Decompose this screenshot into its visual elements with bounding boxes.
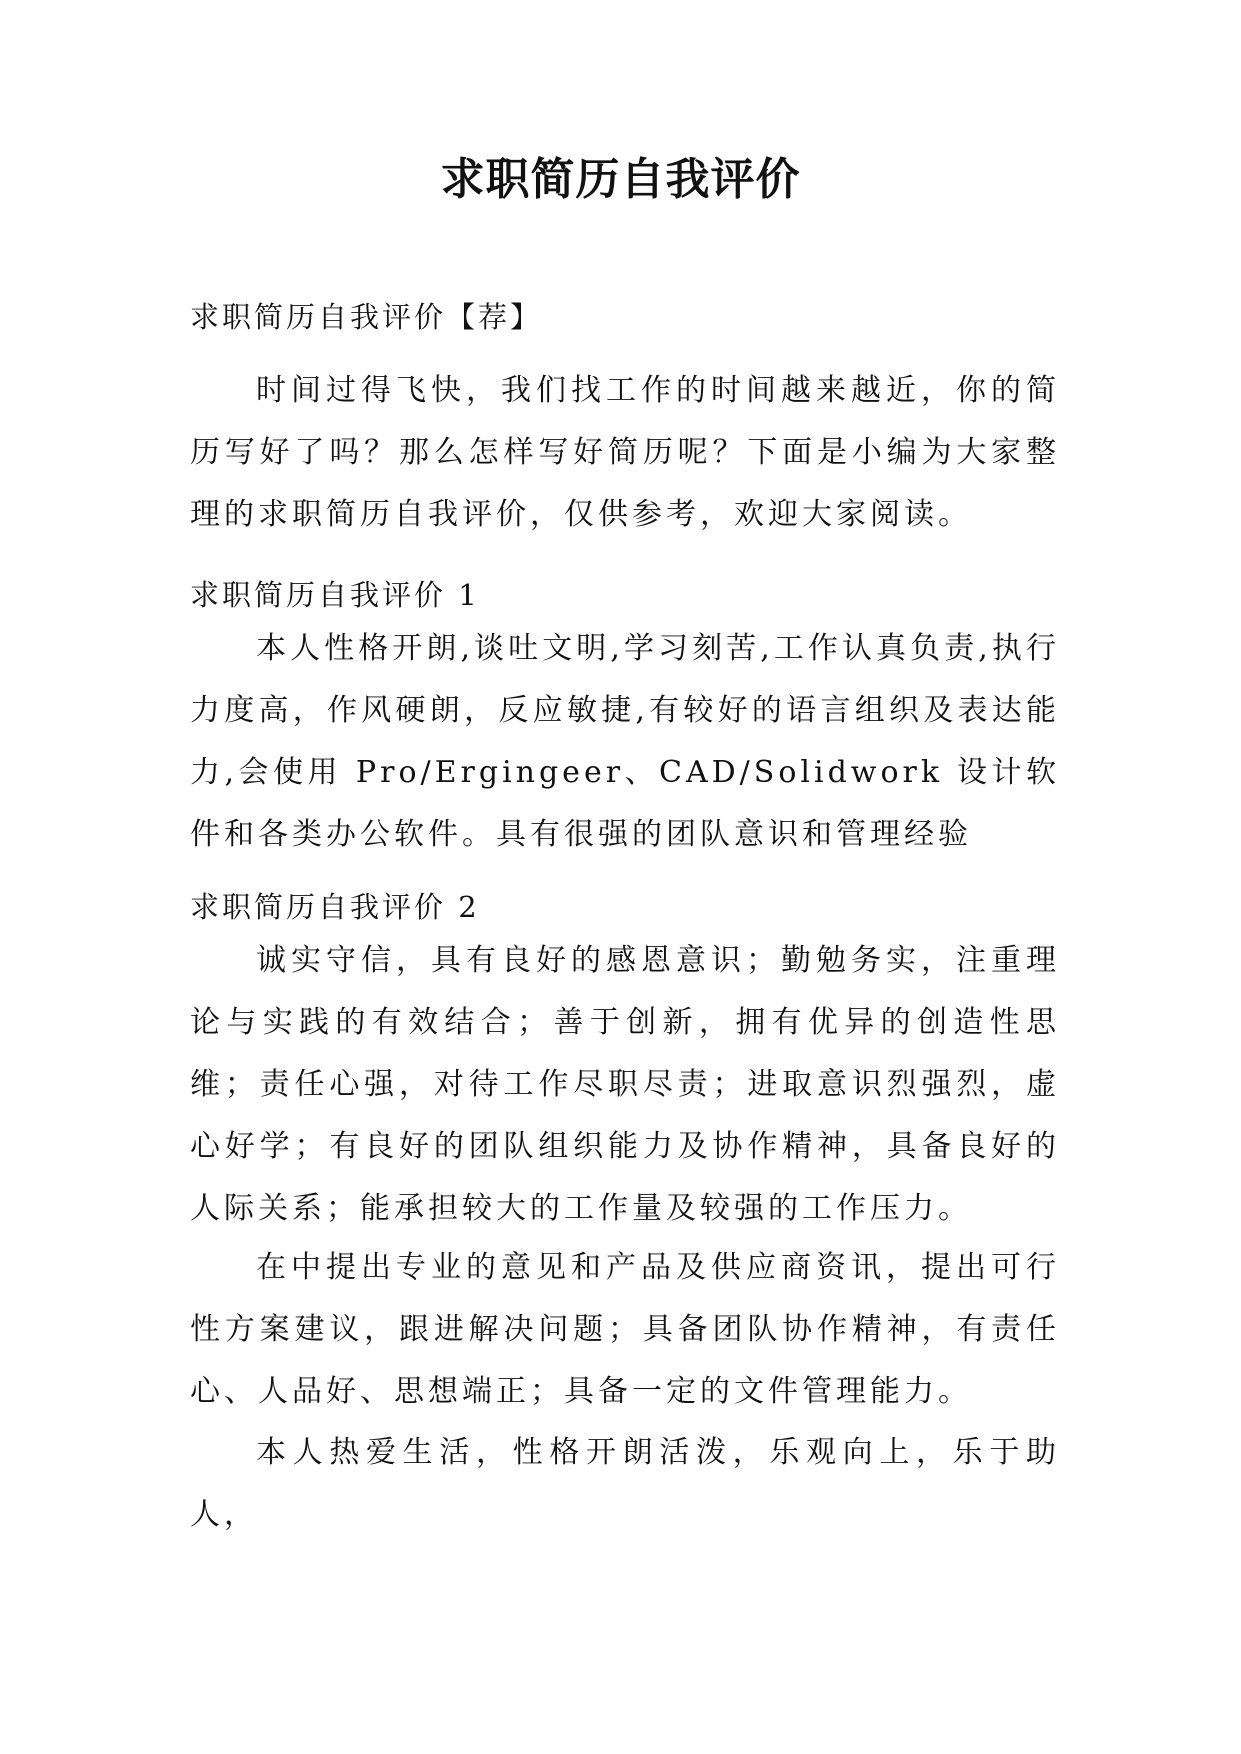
section-1-paragraph: 本人性格开朗,谈吐文明,学习刻苦,工作认真负责,执行力度高，作风硬朗，反应敏捷,有较好的语言组织及表达能力,会使用 Pro/Ergingeer、CAD/Solidwork 设计软件和各类办公软件。具有很强的团队意识和管理经验 bbox=[190, 631, 1060, 852]
section-2-paragraph-3: 本人热爱生活，性格开朗活泼，乐观向上，乐于助人， bbox=[190, 1435, 1060, 1532]
section-heading-2: 求职简历自我评价 2 bbox=[190, 890, 480, 924]
document-subtitle: 求职简历自我评价【荐】 bbox=[190, 300, 543, 334]
page-title: 求职简历自我评价 bbox=[440, 154, 801, 205]
section-heading-1: 求职简历自我评价 1 bbox=[190, 578, 480, 612]
intro-paragraph: 时间过得飞快，我们找工作的时间越来越近，你的简历写好了吗？那么怎样写好简历呢？下面是小编为大家整理的求职简历自我评价，仅供参考，欢迎大家阅读。 bbox=[190, 373, 1060, 532]
section-2-paragraph-2: 在中提出专业的意见和产品及供应商资讯，提出可行性方案建议，跟进解决问题；具备团队协作精神，有责任心、人品好、思想端正；具备一定的文件管理能力。 bbox=[190, 1250, 1060, 1409]
section-2-paragraph-1: 诚实守信，具有良好的感恩意识；勤勉务实，注重理论与实践的有效结合；善于创新，拥有优异的创造性思维；责任心强，对待工作尽职尽责；进取意识烈强烈，虚心好学；有良好的团队组织能力及协作精神，具备良好的人际关系；能承担较大的工作量及较强的工作压力。 bbox=[190, 943, 1060, 1226]
